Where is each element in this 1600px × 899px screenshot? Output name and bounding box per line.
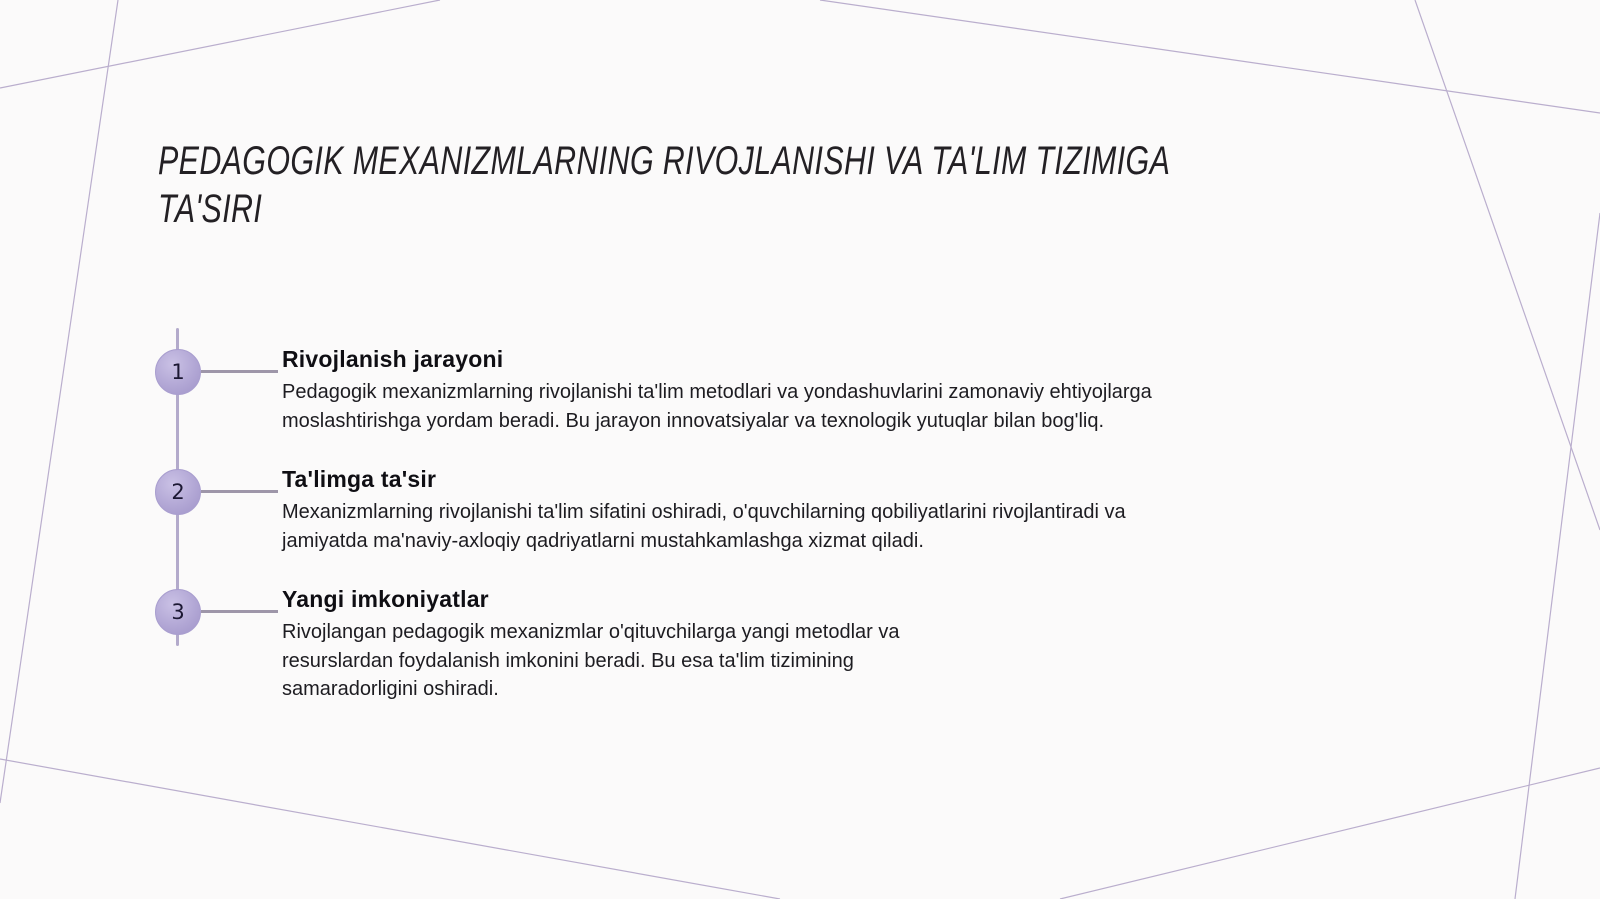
timeline-marker-1-number: 1 [171,360,185,384]
item-description-2-line-2: jamiyatda ma'naviy-axloqiy qadriyatlarni mustahkamlashga xizmat qiladi. [282,529,924,552]
decorative-line [0,0,118,803]
item-heading-2: Ta'limga ta'sir [282,466,437,492]
item-heading-1: Rivojlanish jarayoni [282,346,504,372]
page-title-line-1: PEDAGOGIK MEXANIZMLARNING RIVOJLANISHI VA TA'LIM TIZIMIGA [158,138,1171,183]
timeline-marker-3-number: 3 [171,600,185,624]
item-description-3-line-3: samaradorligini oshiradi. [282,678,499,700]
page-title-line-2: TA'SIRI [158,186,263,231]
decorative-line [0,0,440,88]
decorative-line [820,0,1600,113]
item-description-3 [282,618,900,704]
timeline-marker-1 [155,349,201,395]
decorative-line [1060,768,1600,899]
timeline-marker-2 [155,469,201,515]
item-description-1-line-2: moslashtirishga yordam beradi. Bu jarayon innovatsiyalar va texnologik yutuqlar bilan bog'liq. [282,409,1105,432]
item-description-2 [282,498,1126,555]
decorative-line [1515,213,1600,899]
timeline-marker-3 [155,589,201,635]
page-title [158,137,1170,233]
timeline-connector-3 [201,610,278,613]
timeline-marker-2-number: 2 [171,480,185,504]
item-heading-3: Yangi imkoniyatlar [282,586,489,612]
decorative-line [0,759,780,899]
decorative-line [1415,0,1600,530]
item-description-3-line-2: resurslardan foydalanish imkonini beradi. Bu esa ta'lim tizimining [282,649,854,672]
item-description-2-line-1: Mexanizmlarning rivojlanishi ta'lim sifatini oshiradi, o'quvchilarning qobiliyatlarini rivojlantiradi va [282,501,1126,523]
timeline-connector-2 [201,490,278,493]
item-description-3-line-1: Rivojlangan pedagogik mexanizmlar o'qituvchilarga yangi metodlar va [282,621,900,643]
timeline-connector-1 [201,370,278,373]
item-description-1-line-1: Pedagogik mexanizmlarning rivojlanishi ta'lim metodlari va yondashuvlarini zamonaviy ehtiyojlarga [282,381,1152,403]
item-description-1 [282,378,1152,435]
